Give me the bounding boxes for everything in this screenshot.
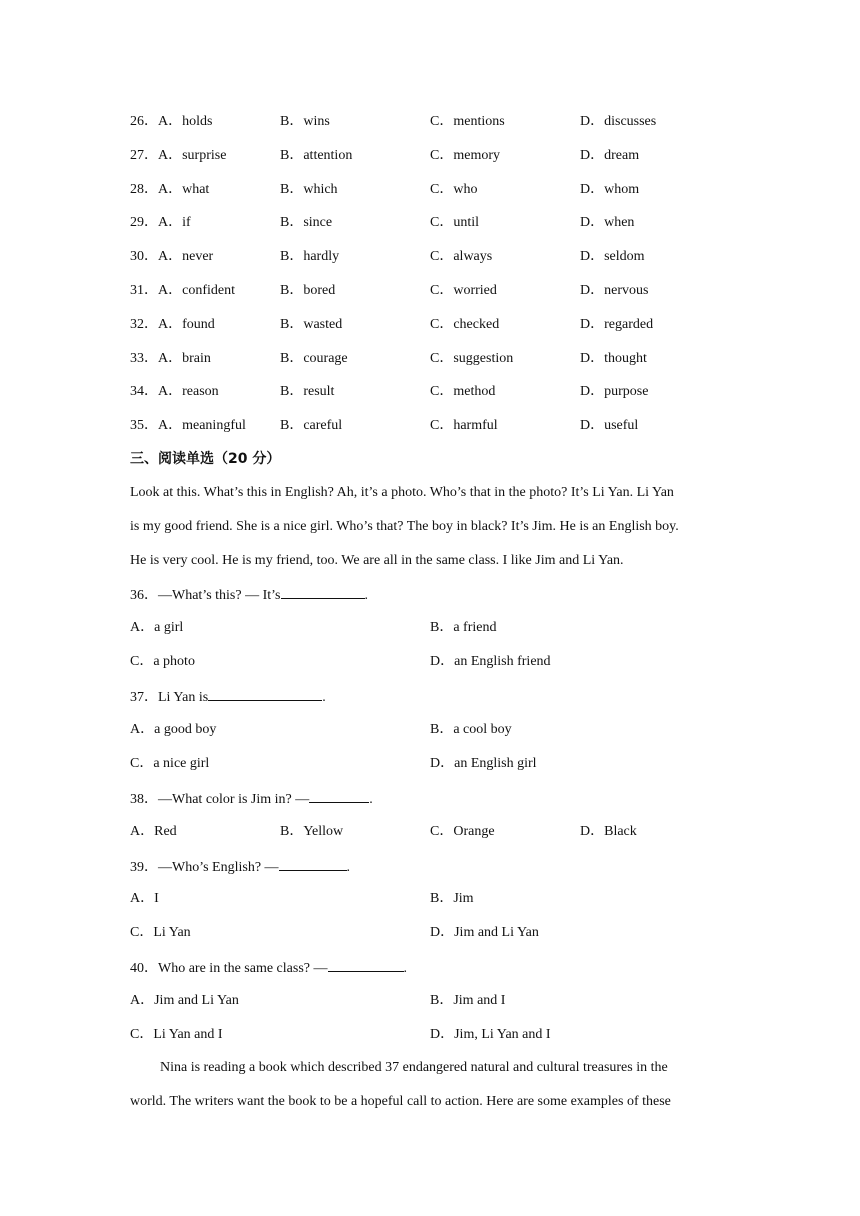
option-a[interactable] (130, 112, 212, 132)
option-c[interactable]: C．Li Yan (130, 925, 191, 940)
answer-blank (208, 686, 322, 701)
question-number: 35． (130, 418, 158, 433)
option-d[interactable]: D．Jim and Li Yan (430, 925, 539, 940)
option-a[interactable] (130, 416, 246, 436)
option-d[interactable] (580, 416, 638, 436)
option-text: C．method (430, 384, 496, 399)
option-c[interactable] (430, 146, 500, 166)
question-stem: 36．—What’s this? — It’s (130, 588, 281, 603)
option-b[interactable] (280, 213, 332, 233)
option-b[interactable] (280, 112, 330, 132)
option-d[interactable] (580, 281, 648, 301)
option-text: B．hardly (280, 249, 340, 264)
options-38-row (130, 822, 730, 842)
option-text: B．wins (280, 114, 330, 129)
option-a[interactable]: A．Red (130, 824, 177, 839)
option-d[interactable] (580, 247, 645, 267)
question-end: . (322, 690, 326, 705)
option-d[interactable] (580, 213, 634, 233)
section-title: 三、阅读单选（20 分） (130, 451, 281, 467)
question-end: . (369, 792, 373, 807)
option-text: C．mentions (430, 114, 505, 129)
option-a[interactable] (130, 281, 235, 301)
question-39 (130, 856, 350, 876)
option-text: A．confident (158, 283, 235, 298)
option-b[interactable] (280, 281, 335, 301)
question-number: 27． (130, 148, 158, 163)
option-text: D．useful (580, 418, 639, 433)
option-text: B．attention (280, 148, 353, 163)
option-a[interactable] (130, 146, 226, 166)
option-text: D．thought (580, 351, 647, 366)
option-c[interactable]: C．a photo (130, 654, 195, 669)
cloze-option-row (130, 382, 730, 402)
option-d[interactable]: D．Black (580, 824, 637, 839)
option-text: C．worried (430, 283, 497, 298)
option-text: C．suggestion (430, 351, 514, 366)
cloze-option-row (130, 180, 730, 200)
answer-blank (279, 856, 347, 871)
options-36-row2 (130, 652, 730, 672)
option-text: C．checked (430, 317, 500, 332)
option-c[interactable]: C．Orange (430, 824, 495, 839)
option-c[interactable] (430, 382, 495, 402)
option-a[interactable] (130, 213, 191, 233)
question-number: 31． (130, 283, 158, 298)
option-c[interactable] (430, 213, 479, 233)
question-number: 33． (130, 351, 158, 366)
option-b[interactable] (280, 146, 352, 166)
question-37 (130, 686, 326, 706)
option-text: B．bored (280, 283, 336, 298)
cloze-option-row (130, 315, 730, 335)
option-a[interactable]: A．Jim and Li Yan (130, 993, 239, 1008)
option-text: A．meaningful (158, 418, 246, 433)
option-b[interactable]: B．Yellow (280, 824, 344, 839)
question-38 (130, 788, 373, 808)
cloze-option-row (130, 349, 730, 369)
answer-blank (281, 584, 365, 599)
question-number: 29． (130, 215, 158, 230)
option-text: B．result (280, 384, 335, 399)
option-text: B．which (280, 182, 338, 197)
option-text: B．courage (280, 351, 348, 366)
answer-blank (309, 788, 369, 803)
option-text: D．dream (580, 148, 640, 163)
option-text: A．surprise (158, 148, 227, 163)
option-d[interactable] (580, 180, 639, 200)
question-stem: 40．Who are in the same class? — (130, 961, 328, 976)
cloze-option-row (130, 416, 730, 436)
question-end: . (364, 588, 368, 603)
option-a[interactable] (130, 247, 213, 267)
option-a[interactable]: A．a good boy (130, 722, 217, 737)
question-stem: 38．—What color is Jim in? — (130, 792, 310, 807)
option-d[interactable] (580, 315, 653, 335)
option-d[interactable] (580, 382, 648, 402)
options-40-row2 (130, 1025, 730, 1045)
question-stem: 39．—Who’s English? — (130, 860, 279, 875)
option-c[interactable] (430, 315, 499, 335)
passage-line: is my good friend. She is a nice girl. Who’s that? The boy in black? It’s Jim. He is an English boy. (130, 519, 679, 534)
answer-blank (328, 957, 404, 972)
option-c[interactable] (430, 349, 513, 369)
question-number: 28． (130, 182, 158, 197)
option-d[interactable] (580, 146, 639, 166)
option-text: D．seldom (580, 249, 645, 264)
option-b[interactable] (280, 315, 342, 335)
passage-line: Look at this. What’s this in English? Ah, it’s a photo. Who’s that in the photo? It’s Li Yan. Li Yan (130, 485, 674, 500)
question-number: 34． (130, 384, 158, 399)
option-a[interactable] (130, 315, 215, 335)
option-b[interactable] (280, 382, 334, 402)
options-39-row1 (130, 889, 730, 909)
cloze-option-row (130, 281, 730, 301)
question-stem: 37．Li Yan is (130, 690, 209, 705)
option-text: D．when (580, 215, 635, 230)
passage-line: He is very cool. He is my friend, too. We are all in the same class. I like Jim and Li Yan. (130, 553, 624, 568)
option-b[interactable]: B．a friend (430, 620, 497, 635)
options-40-row1 (130, 991, 730, 1011)
option-b[interactable] (280, 247, 339, 267)
option-text: C．until (430, 215, 480, 230)
option-c[interactable]: C．a nice girl (130, 756, 210, 771)
options-37-row2 (130, 754, 730, 774)
passage2-line: Nina is reading a book which described 37 endangered natural and cultural treasures in the (160, 1060, 668, 1075)
option-a[interactable] (130, 180, 209, 200)
option-text: C．who (430, 182, 478, 197)
option-a[interactable]: A．I (130, 891, 159, 906)
option-text: B．since (280, 215, 333, 230)
option-d[interactable]: D．an English girl (430, 756, 537, 771)
option-text: A．what (158, 182, 210, 197)
question-40 (130, 957, 407, 977)
option-text: D．nervous (580, 283, 649, 298)
option-b[interactable] (280, 180, 338, 200)
question-number: 32． (130, 317, 158, 332)
cloze-option-row (130, 247, 730, 267)
options-39-row2 (130, 923, 730, 943)
option-c[interactable] (430, 180, 477, 200)
option-b[interactable]: B．Jim and I (430, 993, 506, 1008)
option-d[interactable]: D．an English friend (430, 654, 551, 669)
cloze-option-row (130, 146, 730, 166)
option-text: A．if (158, 215, 191, 230)
options-36-row1 (130, 618, 730, 638)
option-text: D．purpose (580, 384, 649, 399)
question-number: 30． (130, 249, 158, 264)
option-b[interactable]: B．Jim (430, 891, 474, 906)
option-text: A．brain (158, 351, 211, 366)
option-text: C．always (430, 249, 493, 264)
option-c[interactable] (430, 416, 498, 436)
question-36 (130, 584, 368, 604)
option-text: A．reason (158, 384, 219, 399)
option-b[interactable] (280, 416, 342, 436)
option-text: C．memory (430, 148, 500, 163)
question-end: . (346, 860, 351, 875)
option-text: D．discusses (580, 114, 657, 129)
passage2-line: world. The writers want the book to be a hopeful call to action. Here are some examples of these (130, 1094, 671, 1109)
option-c[interactable] (430, 112, 505, 132)
option-a[interactable]: A．a girl (130, 620, 184, 635)
option-c[interactable]: C．Li Yan and I (130, 1027, 223, 1042)
option-b[interactable]: B．a cool boy (430, 722, 512, 737)
option-text: A．found (158, 317, 215, 332)
option-text: A．holds (158, 114, 213, 129)
options-37-row1 (130, 720, 730, 740)
option-text: D．regarded (580, 317, 654, 332)
option-b[interactable] (280, 349, 348, 369)
option-d[interactable] (580, 349, 647, 369)
option-c[interactable] (430, 247, 492, 267)
option-d[interactable] (580, 112, 656, 132)
option-a[interactable] (130, 382, 219, 402)
option-text: C．harmful (430, 418, 498, 433)
cloze-option-row (130, 112, 730, 132)
option-text: B．wasted (280, 317, 343, 332)
option-d[interactable]: D．Jim, Li Yan and I (430, 1027, 551, 1042)
question-number: 26． (130, 114, 158, 129)
option-a[interactable] (130, 349, 211, 369)
option-c[interactable] (430, 281, 497, 301)
option-text: D．whom (580, 182, 640, 197)
option-text: A．never (158, 249, 214, 264)
cloze-option-row (130, 213, 730, 233)
option-text: B．careful (280, 418, 343, 433)
question-end: . (403, 961, 407, 976)
